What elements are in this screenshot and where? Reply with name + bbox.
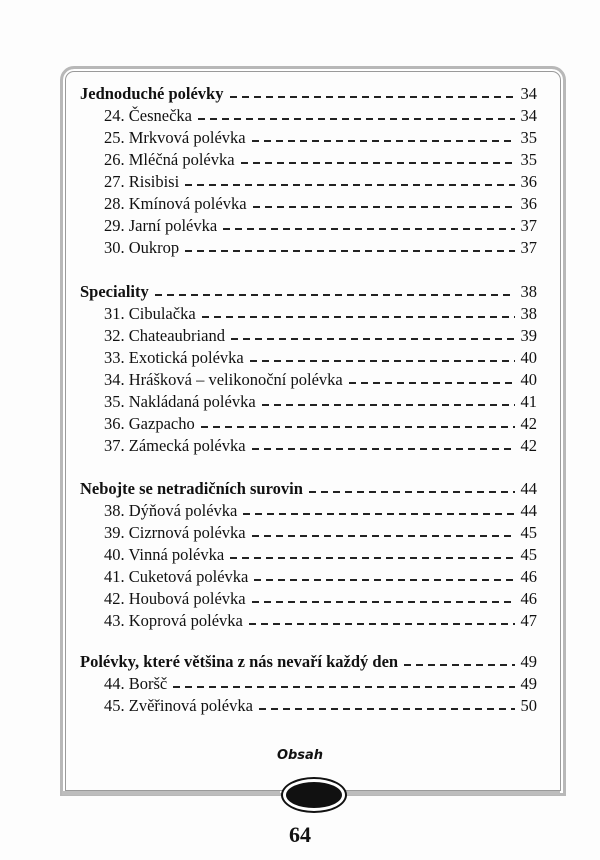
entry-title: 27. Risibisi [104,172,180,191]
entry-page: 37 [520,216,537,235]
toc-entry[interactable] [104,674,537,696]
entry-title: 26. Mléčná polévka [104,150,235,169]
entry-title: 38. Dýňová polévka [104,501,238,520]
soup-bowl-icon [283,779,345,811]
entry-page: 46 [520,567,537,586]
entry-title: 31. Cibulačka [104,304,196,323]
toc-entry[interactable] [104,150,537,172]
toc-entry[interactable] [104,611,537,633]
dot-leader [223,228,514,230]
dot-leader [250,360,515,362]
entry-title: 37. Zámecká polévka [104,436,246,455]
entry-title: Polévky, které většina z nás nevaří každý den [80,652,399,671]
entry-page: 44 [520,501,537,520]
entry-title: Speciality [80,282,149,301]
toc-entry[interactable] [104,348,537,370]
entry-title: 42. Houbová polévka [104,589,246,608]
toc-entry[interactable] [104,106,537,128]
entry-page: 41 [520,392,537,411]
page-number: 64 [289,822,311,847]
entry-page: 34 [520,84,537,103]
dot-leader [259,708,515,710]
entry-title: 44. Boršč [104,674,168,693]
dot-leader [231,338,515,340]
entry-page: 37 [520,238,537,257]
entry-title: Jednoduché polévky [80,84,224,103]
entry-page: 36 [520,172,537,191]
entry-title: 29. Jarní polévka [104,216,218,235]
entry-title: 30. Oukrop [104,238,180,257]
entry-title: 36. Gazpacho [104,414,195,433]
toc-entry[interactable] [104,501,537,523]
dot-leader [198,118,515,120]
entry-page: 50 [520,696,537,715]
dot-leader [252,535,515,537]
dot-leader [241,162,515,164]
entry-page: 35 [520,150,537,169]
toc-entry[interactable] [104,696,537,718]
entry-title: 40. Vinná polévka [104,545,225,564]
toc-entry[interactable] [104,545,537,567]
dot-leader [262,404,515,406]
toc-entry[interactable] [104,216,537,238]
entry-page: 42 [520,436,537,455]
entry-page: 34 [520,106,537,125]
entry-title: 35. Nakládaná polévka [104,392,256,411]
toc-entry[interactable] [104,523,537,545]
entry-title: 45. Zvěřinová polévka [104,696,253,715]
entry-title: 28. Kmínová polévka [104,194,247,213]
divider-line-right [344,791,560,795]
toc-entry[interactable] [104,589,537,611]
dot-leader [230,557,514,559]
dot-leader [243,513,514,515]
toc-entry[interactable] [104,128,537,150]
dot-leader [252,601,515,603]
dot-leader [404,664,514,666]
toc-entry[interactable] [104,194,537,216]
toc-entry[interactable] [104,304,537,326]
entry-page: 49 [520,674,537,693]
dot-leader [249,623,515,625]
dot-leader [202,316,515,318]
divider-line-left [62,791,280,795]
entry-page: 44 [520,479,537,498]
entry-title: 41. Cuketová polévka [104,567,249,586]
toc-section-heading[interactable] [80,479,537,501]
toc-entry[interactable] [104,326,537,348]
toc-entry[interactable] [104,414,537,436]
entry-page: 36 [520,194,537,213]
toc-entry[interactable] [104,172,537,194]
entry-page: 38 [520,282,537,301]
dot-leader [252,140,515,142]
dot-leader [349,382,515,384]
toc-section-heading[interactable] [80,282,537,304]
dot-leader [309,491,515,493]
entry-page: 40 [520,370,537,389]
entry-page: 45 [520,523,537,542]
entry-title: 24. Česnečka [104,106,192,125]
entry-page: 35 [520,128,537,147]
entry-title: 43. Koprová polévka [104,611,243,630]
entry-page: 38 [520,304,537,323]
entry-title: 39. Cizrnová polévka [104,523,246,542]
entry-page: 49 [520,652,537,671]
dot-leader [253,206,515,208]
toc-entry[interactable] [104,436,537,458]
entry-page: 47 [520,611,537,630]
entry-title: 33. Exotická polévka [104,348,244,367]
entry-page: 45 [520,545,537,564]
dot-leader [173,686,514,688]
toc-entry[interactable] [104,370,537,392]
toc-entry[interactable] [104,238,537,260]
dot-leader [155,294,515,296]
dot-leader [201,426,515,428]
toc-entry[interactable] [104,567,537,589]
entry-page: 39 [520,326,537,345]
entry-title: 25. Mrkvová polévka [104,128,246,147]
dot-leader [254,579,514,581]
dot-leader [185,184,514,186]
entry-title: 32. Chateaubriand [104,326,225,345]
dot-leader [230,96,515,98]
entry-page: 46 [520,589,537,608]
section-footer-title: Obsah [276,748,324,763]
entry-page: 40 [520,348,537,367]
entry-title: Nebojte se netradičních surovin [80,479,303,498]
entry-page: 42 [520,414,537,433]
entry-title: 34. Hrášková – velikonoční polévka [104,370,343,389]
toc-section-heading[interactable] [80,652,537,674]
toc-entry[interactable] [104,392,537,414]
dot-leader [252,448,515,450]
dot-leader [185,250,514,252]
toc-section-heading[interactable] [80,84,537,106]
